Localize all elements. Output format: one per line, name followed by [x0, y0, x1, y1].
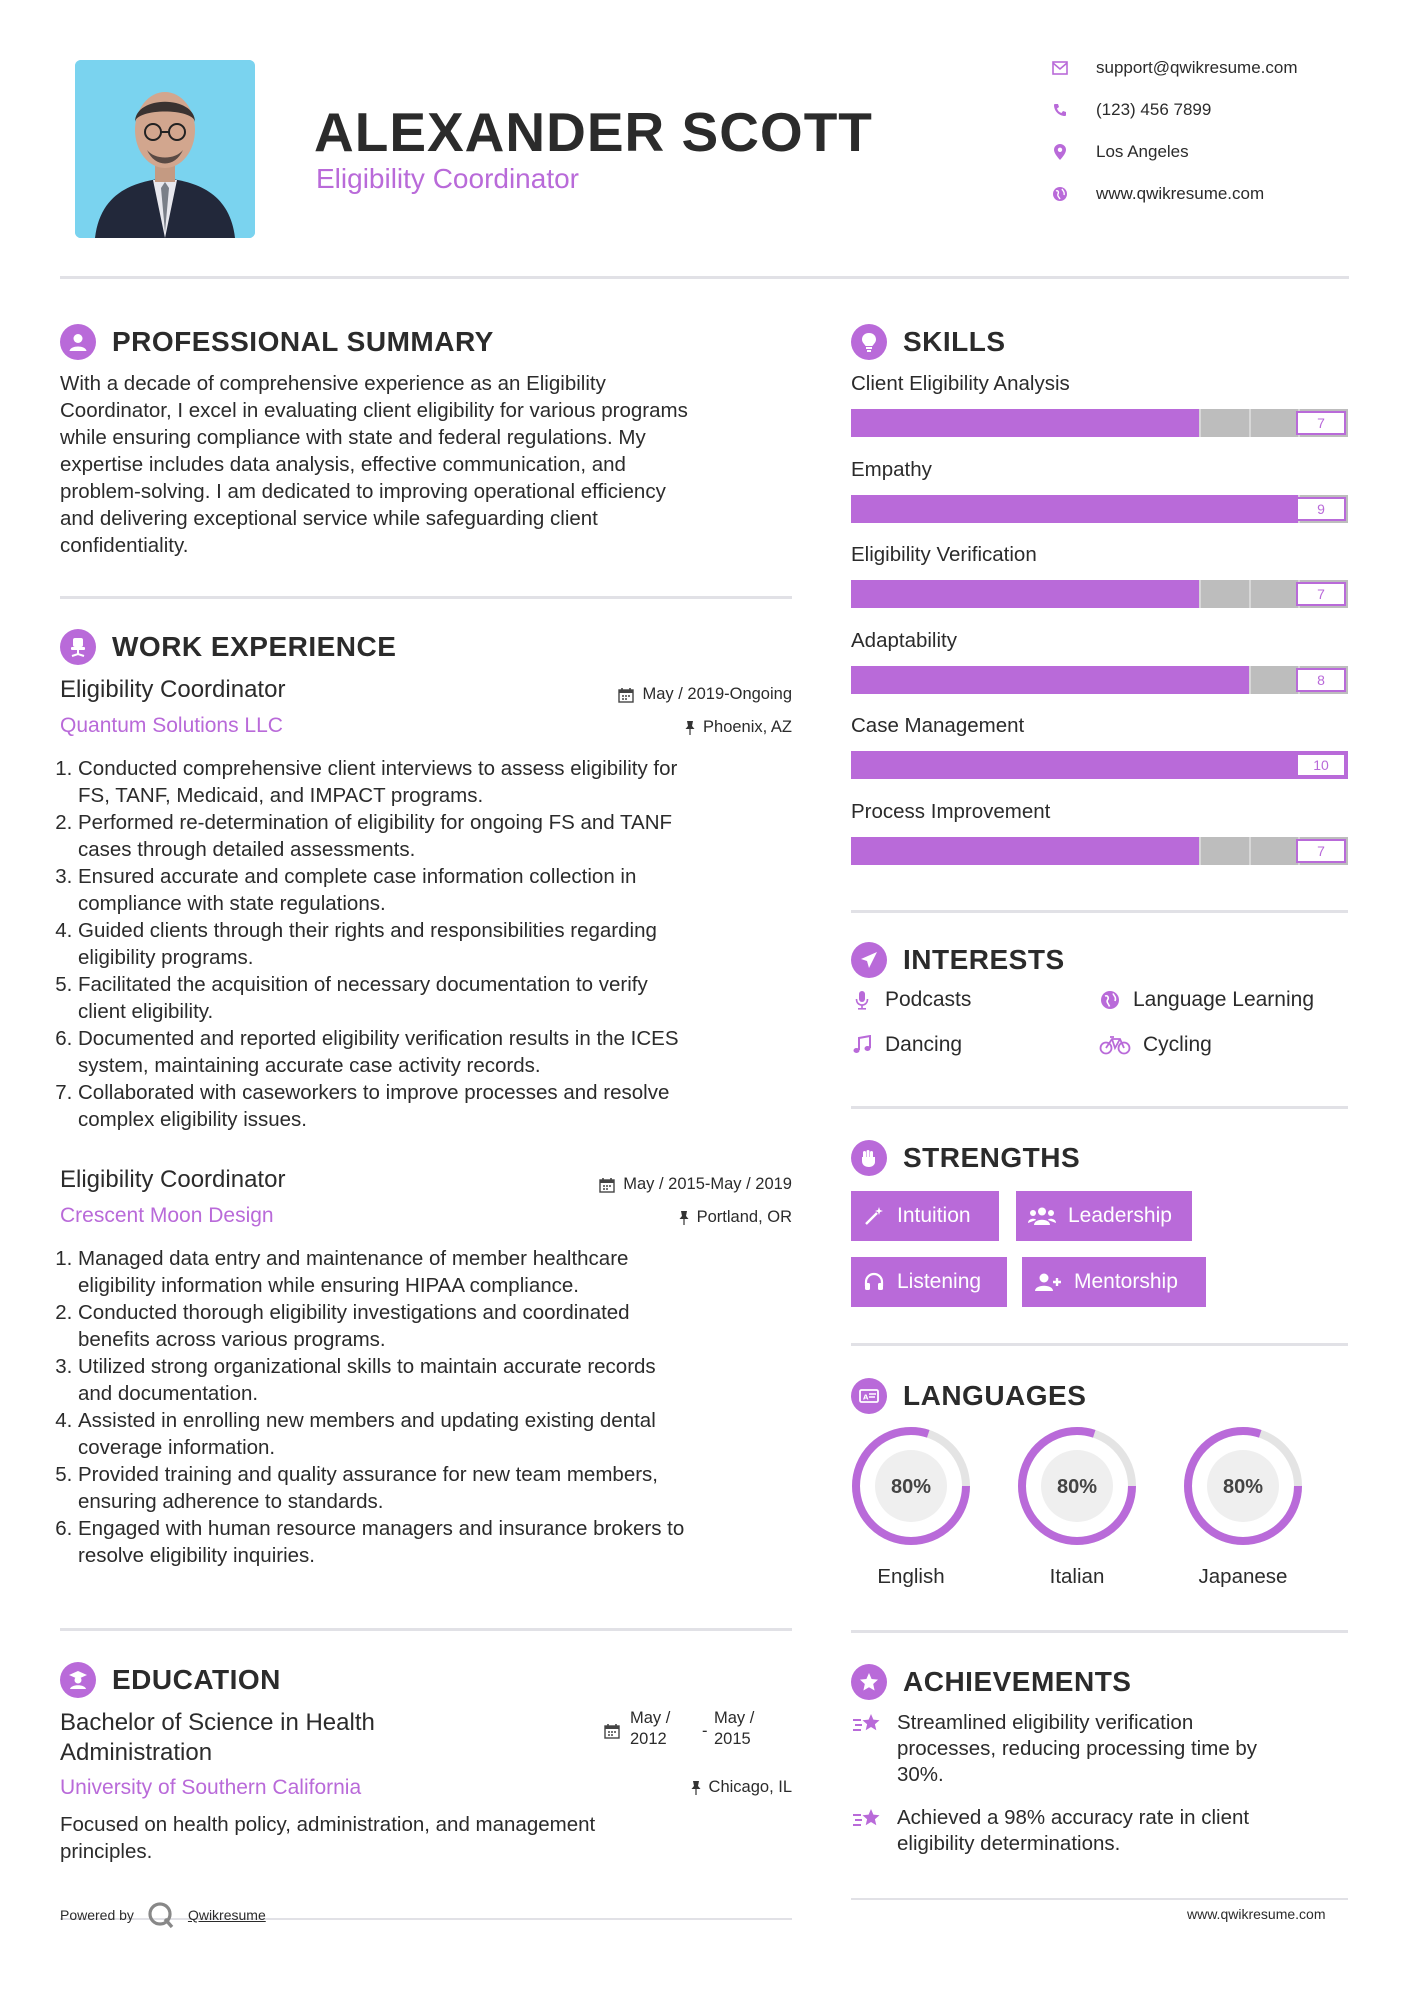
footer-website[interactable]: www.qwikresume.com: [1187, 1906, 1326, 1922]
education-description: Focused on health policy, administration, and management principles.: [60, 1813, 596, 1863]
globe-icon: [1099, 989, 1121, 1011]
calendar-icon: [618, 687, 634, 703]
list-item: 5. Facilitated the acquisition of necessary documentation to verify client eligibility.: [78, 971, 800, 1025]
skill-bar-fill: [851, 495, 1298, 523]
footer-divider-right: [851, 1898, 1348, 1900]
language-name: Japanese: [1198, 1565, 1288, 1588]
list-item: 2. Conducted thorough eligibility investigations and coordinated benefits across various programs.: [78, 1299, 800, 1353]
candidate-name: ALEXANDER SCOTT: [314, 101, 873, 163]
skill-bar: [851, 495, 1348, 523]
interests-heading-text: INTERESTS: [903, 944, 1065, 975]
skill-label: Case Management: [851, 714, 1025, 737]
skills-divider: [851, 910, 1348, 913]
summary-heading-text: PROFESSIONAL SUMMARY: [112, 326, 494, 357]
language-percent-label: 80%: [890, 1476, 932, 1498]
achievements-heading: [851, 1664, 1131, 1700]
calendar-icon: [604, 1723, 620, 1739]
skill-label: Eligibility Verification: [851, 543, 1037, 566]
job-location: [560, 718, 792, 737]
powered-by-text: Powered by: [60, 1907, 134, 1923]
contact-phone-text: (123) 456 7899: [1096, 100, 1212, 119]
contact-phone[interactable]: [1050, 100, 1211, 120]
language-card-icon: [851, 1378, 887, 1414]
interest-podcasts: Podcasts: [851, 988, 971, 1012]
skill-label: Process Improvement: [851, 799, 1051, 823]
skills-heading-text: SKILLS: [903, 326, 1006, 357]
paper-plane-icon: [851, 942, 887, 978]
phone-icon: [1050, 100, 1070, 120]
skill-bar-fill: [851, 837, 1199, 865]
contact-website-text: www.qwikresume.com: [1096, 184, 1265, 203]
job-company: Crescent Moon Design: [60, 1204, 274, 1227]
contact-email[interactable]: [1050, 58, 1298, 78]
list-item: 6. Documented and reported eligibility verification results in the ICES system, maintaining accurate case activity records.: [78, 1025, 800, 1079]
skill-bar: [851, 409, 1348, 437]
job-date-text: May / 2019-Ongoing: [642, 685, 792, 703]
users-icon: [1028, 1205, 1056, 1227]
job-location-text: Portland, OR: [696, 1208, 792, 1226]
star-badge-icon: [851, 1664, 887, 1700]
list-item: 4. Assisted in enrolling new members and updating existing dental coverage information.: [78, 1407, 800, 1461]
strengths-heading-text: STRENGTHS: [903, 1142, 1081, 1173]
education-location-text: Chicago, IL: [708, 1778, 792, 1796]
contact-website[interactable]: [1050, 184, 1264, 204]
user-circle-icon: [60, 324, 96, 360]
achievement-item: Streamlined eligibility verification processes, reducing processing time by 30%.: [851, 1710, 1348, 1788]
language-name: Italian: [1049, 1565, 1105, 1588]
skill-level-badge: 9: [1296, 497, 1346, 521]
skill-level-badge: 8: [1296, 668, 1346, 692]
strength-chip: Leadership: [1016, 1191, 1192, 1241]
office-chair-icon: [60, 629, 96, 665]
contact-location-text: Los Angeles: [1096, 142, 1189, 161]
interests-heading: [851, 942, 1065, 978]
skill-level-badge: 10: [1296, 753, 1346, 777]
skill-bar-fill: [851, 580, 1199, 608]
pushpin-icon: [691, 1780, 701, 1796]
languages-heading-text: LANGUAGES: [903, 1380, 1087, 1411]
powered-by[interactable]: [60, 1900, 266, 1930]
profile-photo: [75, 60, 255, 238]
list-item: 1. Managed data entry and maintenance of member healthcare eligibility information while ensuring HIPAA compliance.: [78, 1245, 800, 1299]
summary-line: confidentiality.: [60, 534, 189, 557]
list-item: 3. Utilized strong organizational skills to maintain accurate records and documentation.: [78, 1353, 800, 1407]
language-progress-ring: [1181, 1424, 1305, 1548]
shooting-star-icon: [851, 1805, 883, 1835]
summary-text: [60, 370, 800, 559]
education-date-separator: -: [702, 1722, 708, 1740]
interest-language-learning: Language Learning: [1099, 988, 1314, 1012]
svg-text:A: A: [863, 1393, 869, 1402]
language-item: [1181, 1424, 1305, 1589]
degree-title: Bachelor of Science in Health Administration: [60, 1709, 375, 1766]
lightbulb-icon: [851, 324, 887, 360]
skill-label: Empathy: [851, 457, 932, 481]
language-item: [1015, 1424, 1139, 1589]
job-date: [540, 1175, 792, 1194]
languages-divider: [851, 1630, 1348, 1633]
graduate-icon: [60, 1662, 96, 1698]
skill-bar-segment: [1249, 837, 1251, 865]
pushpin-icon: [685, 720, 695, 736]
qwikresume-logo-icon: [146, 1900, 176, 1930]
skill-bar-fill: [851, 751, 1348, 779]
summary-heading: [60, 324, 494, 360]
magic-wand-icon: [863, 1205, 885, 1227]
job-company: Quantum Solutions LLC: [60, 714, 283, 737]
skill-bar-segment: [1249, 580, 1251, 608]
education-heading-text: EDUCATION: [112, 1664, 281, 1695]
bicycle-icon: [1099, 1034, 1131, 1056]
map-pin-icon: [1050, 142, 1070, 162]
header-divider: [60, 276, 1349, 279]
summary-divider: [60, 596, 792, 599]
interests-divider: [851, 1106, 1348, 1109]
skill-level-badge: 7: [1296, 839, 1346, 863]
job-date: [560, 685, 792, 704]
school-name: University of Southern California: [60, 1776, 362, 1799]
strengths-divider: [851, 1343, 1348, 1346]
achievements-heading-text: ACHIEVEMENTS: [903, 1666, 1132, 1697]
user-plus-icon: [1034, 1271, 1062, 1293]
strength-chip: Listening: [851, 1257, 1007, 1307]
skill-bar-segment: [1199, 580, 1201, 608]
strength-chip: Mentorship: [1022, 1257, 1206, 1307]
candidate-title: Eligibility Coordinator: [316, 163, 580, 194]
skill-bar-segment: [1199, 409, 1201, 437]
job-location: [560, 1208, 792, 1227]
fist-icon: [851, 1140, 887, 1176]
skill-bar: [851, 751, 1348, 779]
summary-line: and delivering exceptional service while safeguarding client: [60, 507, 598, 530]
job-title: Eligibility Coordinator: [60, 1166, 286, 1193]
skills-heading: [851, 324, 1006, 360]
skill-bar-fill: [851, 666, 1249, 694]
list-item: 5. Provided training and quality assurance for new team members, ensuring adherence to standards.: [78, 1461, 800, 1515]
interest-dancing: Dancing: [851, 1033, 962, 1057]
skill-bar-segment: [1249, 666, 1251, 694]
contact-email-text: support@qwikresume.com: [1096, 58, 1298, 77]
list-item: 2. Performed re-determination of eligibility for ongoing FS and TANF cases through detailed assessments.: [78, 809, 800, 863]
list-item: 7. Collaborated with caseworkers to improve processes and resolve complex eligibility issues.: [78, 1079, 800, 1133]
brand-link[interactable]: Qwikresume: [187, 1907, 266, 1923]
skill-bar-fill: [851, 409, 1199, 437]
interest-cycling: Cycling: [1099, 1033, 1212, 1057]
calendar-icon: [599, 1177, 615, 1193]
pushpin-icon: [679, 1210, 689, 1226]
skill-label: Client Eligibility Analysis: [851, 372, 1070, 395]
microphone-icon: [851, 989, 873, 1011]
education-location: [560, 1778, 792, 1797]
globe-icon: [1050, 184, 1070, 204]
list-item: 6. Engaged with human resource managers and insurance brokers to resolve eligibility inquiries.: [78, 1515, 800, 1569]
languages-heading: [851, 1378, 1086, 1414]
language-percent-label: 80%: [1222, 1476, 1264, 1498]
experience-heading: [60, 629, 396, 665]
language-item: [849, 1424, 973, 1589]
language-percent-label: 80%: [1056, 1476, 1098, 1498]
skill-level-badge: 7: [1296, 411, 1346, 435]
job-title: Eligibility Coordinator: [60, 676, 286, 703]
education-date-end: May / 2015: [714, 1709, 755, 1748]
education-date-start: May / 2012: [630, 1709, 671, 1748]
job-date-text: May / 2015-May / 2019: [623, 1175, 792, 1193]
music-note-icon: [851, 1034, 873, 1056]
strengths-heading: [851, 1140, 1080, 1176]
summary-line: while ensuring compliance with state and federal regulations. My: [60, 426, 646, 449]
shooting-star-icon: [851, 1710, 883, 1740]
skill-bar-segment: [1199, 837, 1201, 865]
job-bullets: [60, 1245, 800, 1569]
job-location-text: Phoenix, AZ: [703, 718, 792, 736]
contact-location: [1050, 142, 1189, 162]
summary-line: With a decade of comprehensive experience as an Eligibility: [60, 372, 606, 395]
skill-label: Adaptability: [851, 628, 957, 652]
skill-bar: [851, 580, 1348, 608]
person-portrait-icon: [75, 60, 255, 238]
summary-line: Coordinator, I excel in evaluating client eligibility for various programs: [60, 399, 688, 422]
experience-heading-text: WORK EXPERIENCE: [112, 631, 397, 662]
summary-line: expertise includes data analysis, effective communication, and: [60, 453, 626, 476]
skill-bar: [851, 666, 1348, 694]
achievement-item: Achieved a 98% accuracy rate in client eligibility determinations.: [851, 1805, 1348, 1857]
envelope-icon: [1050, 58, 1070, 78]
education-heading: [60, 1662, 281, 1698]
strength-chip: Intuition: [851, 1191, 999, 1241]
skill-bar-segment: [1249, 409, 1251, 437]
list-item: 3. Ensured accurate and complete case information collection in compliance with state regulations.: [78, 863, 800, 917]
list-item: 4. Guided clients through their rights and responsibilities regarding eligibility programs.: [78, 917, 800, 971]
headphones-icon: [863, 1271, 885, 1293]
job-bullets: [60, 755, 800, 1133]
list-item: 1. Conducted comprehensive client interviews to assess eligibility for FS, TANF, Medicaid, and IMPACT programs.: [78, 755, 800, 809]
skill-level-badge: 7: [1296, 582, 1346, 606]
education-date: [604, 1708, 804, 1756]
experience-divider: [60, 1628, 792, 1631]
language-progress-ring: [1015, 1424, 1139, 1548]
language-name: English: [877, 1565, 945, 1588]
skill-bar: [851, 837, 1348, 865]
summary-line: problem-solving. I am dedicated to improving operational efficiency: [60, 480, 666, 503]
language-progress-ring: [849, 1424, 973, 1548]
